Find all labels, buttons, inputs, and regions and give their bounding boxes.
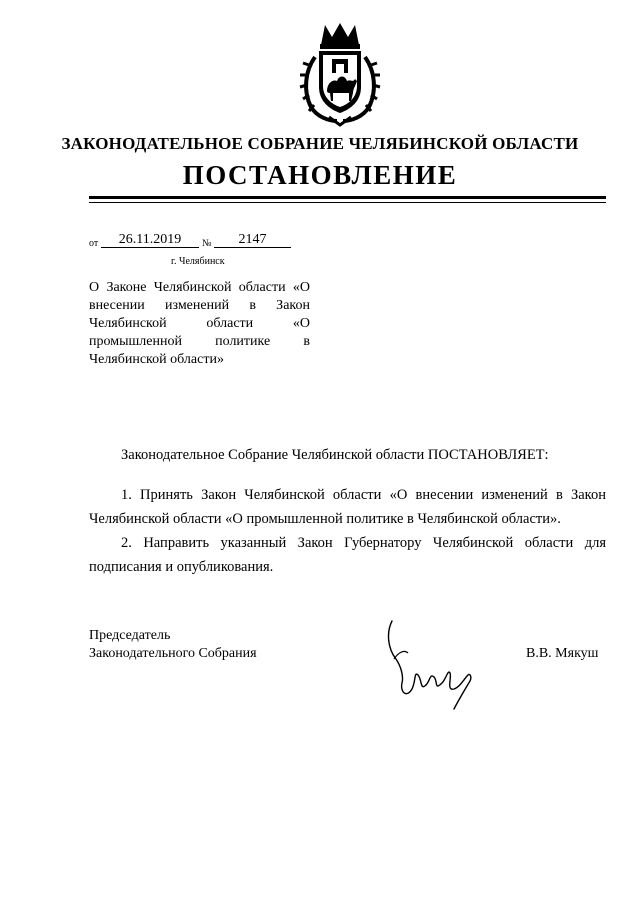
assembly-name: ЗАКОНОДАТЕЛЬНОЕ СОБРАНИЕ ЧЕЛЯБИНСКОЙ ОБЛАСТИ	[61, 134, 579, 153]
resolution-paragraph-1: 1. Принять Закон Челябинской области «О внесении изменений в Закон Челябинской области «О промышленной политике в Челябинской области».	[89, 487, 606, 527]
document-date: 26.11.2019	[101, 232, 199, 248]
signatory-name: В.В. Мякуш	[526, 646, 599, 661]
city-label: г. Челябинск	[171, 256, 225, 267]
resolution-paragraph-2: 2. Направить указанный Закон Губернатору Челябинской области для подписания и опубликования.	[89, 535, 606, 575]
signatory-title: Председатель	[89, 628, 171, 643]
signatory-organization: Законодательного Собрания	[89, 646, 257, 661]
registration-line	[89, 232, 349, 250]
decree-statement: Законодательное Собрание Челябинской области ПОСТАНОВЛЯЕТ:	[121, 447, 549, 463]
document-subject: О Законе Челябинской области «О внесении изменений в Закон Челябинской области «О промышленной политике в Челябинской области»	[89, 280, 310, 367]
document-number: 2147	[214, 232, 291, 248]
header-divider-thin	[89, 202, 606, 203]
from-label: от	[89, 238, 99, 249]
handwritten-signature-icon	[384, 619, 476, 711]
document-type-title: ПОСТАНОВЛЕНИЕ	[182, 160, 458, 190]
header-divider-thick	[89, 196, 606, 199]
number-label: №	[202, 238, 212, 249]
chelyabinsk-coat-of-arms-icon	[299, 21, 381, 129]
